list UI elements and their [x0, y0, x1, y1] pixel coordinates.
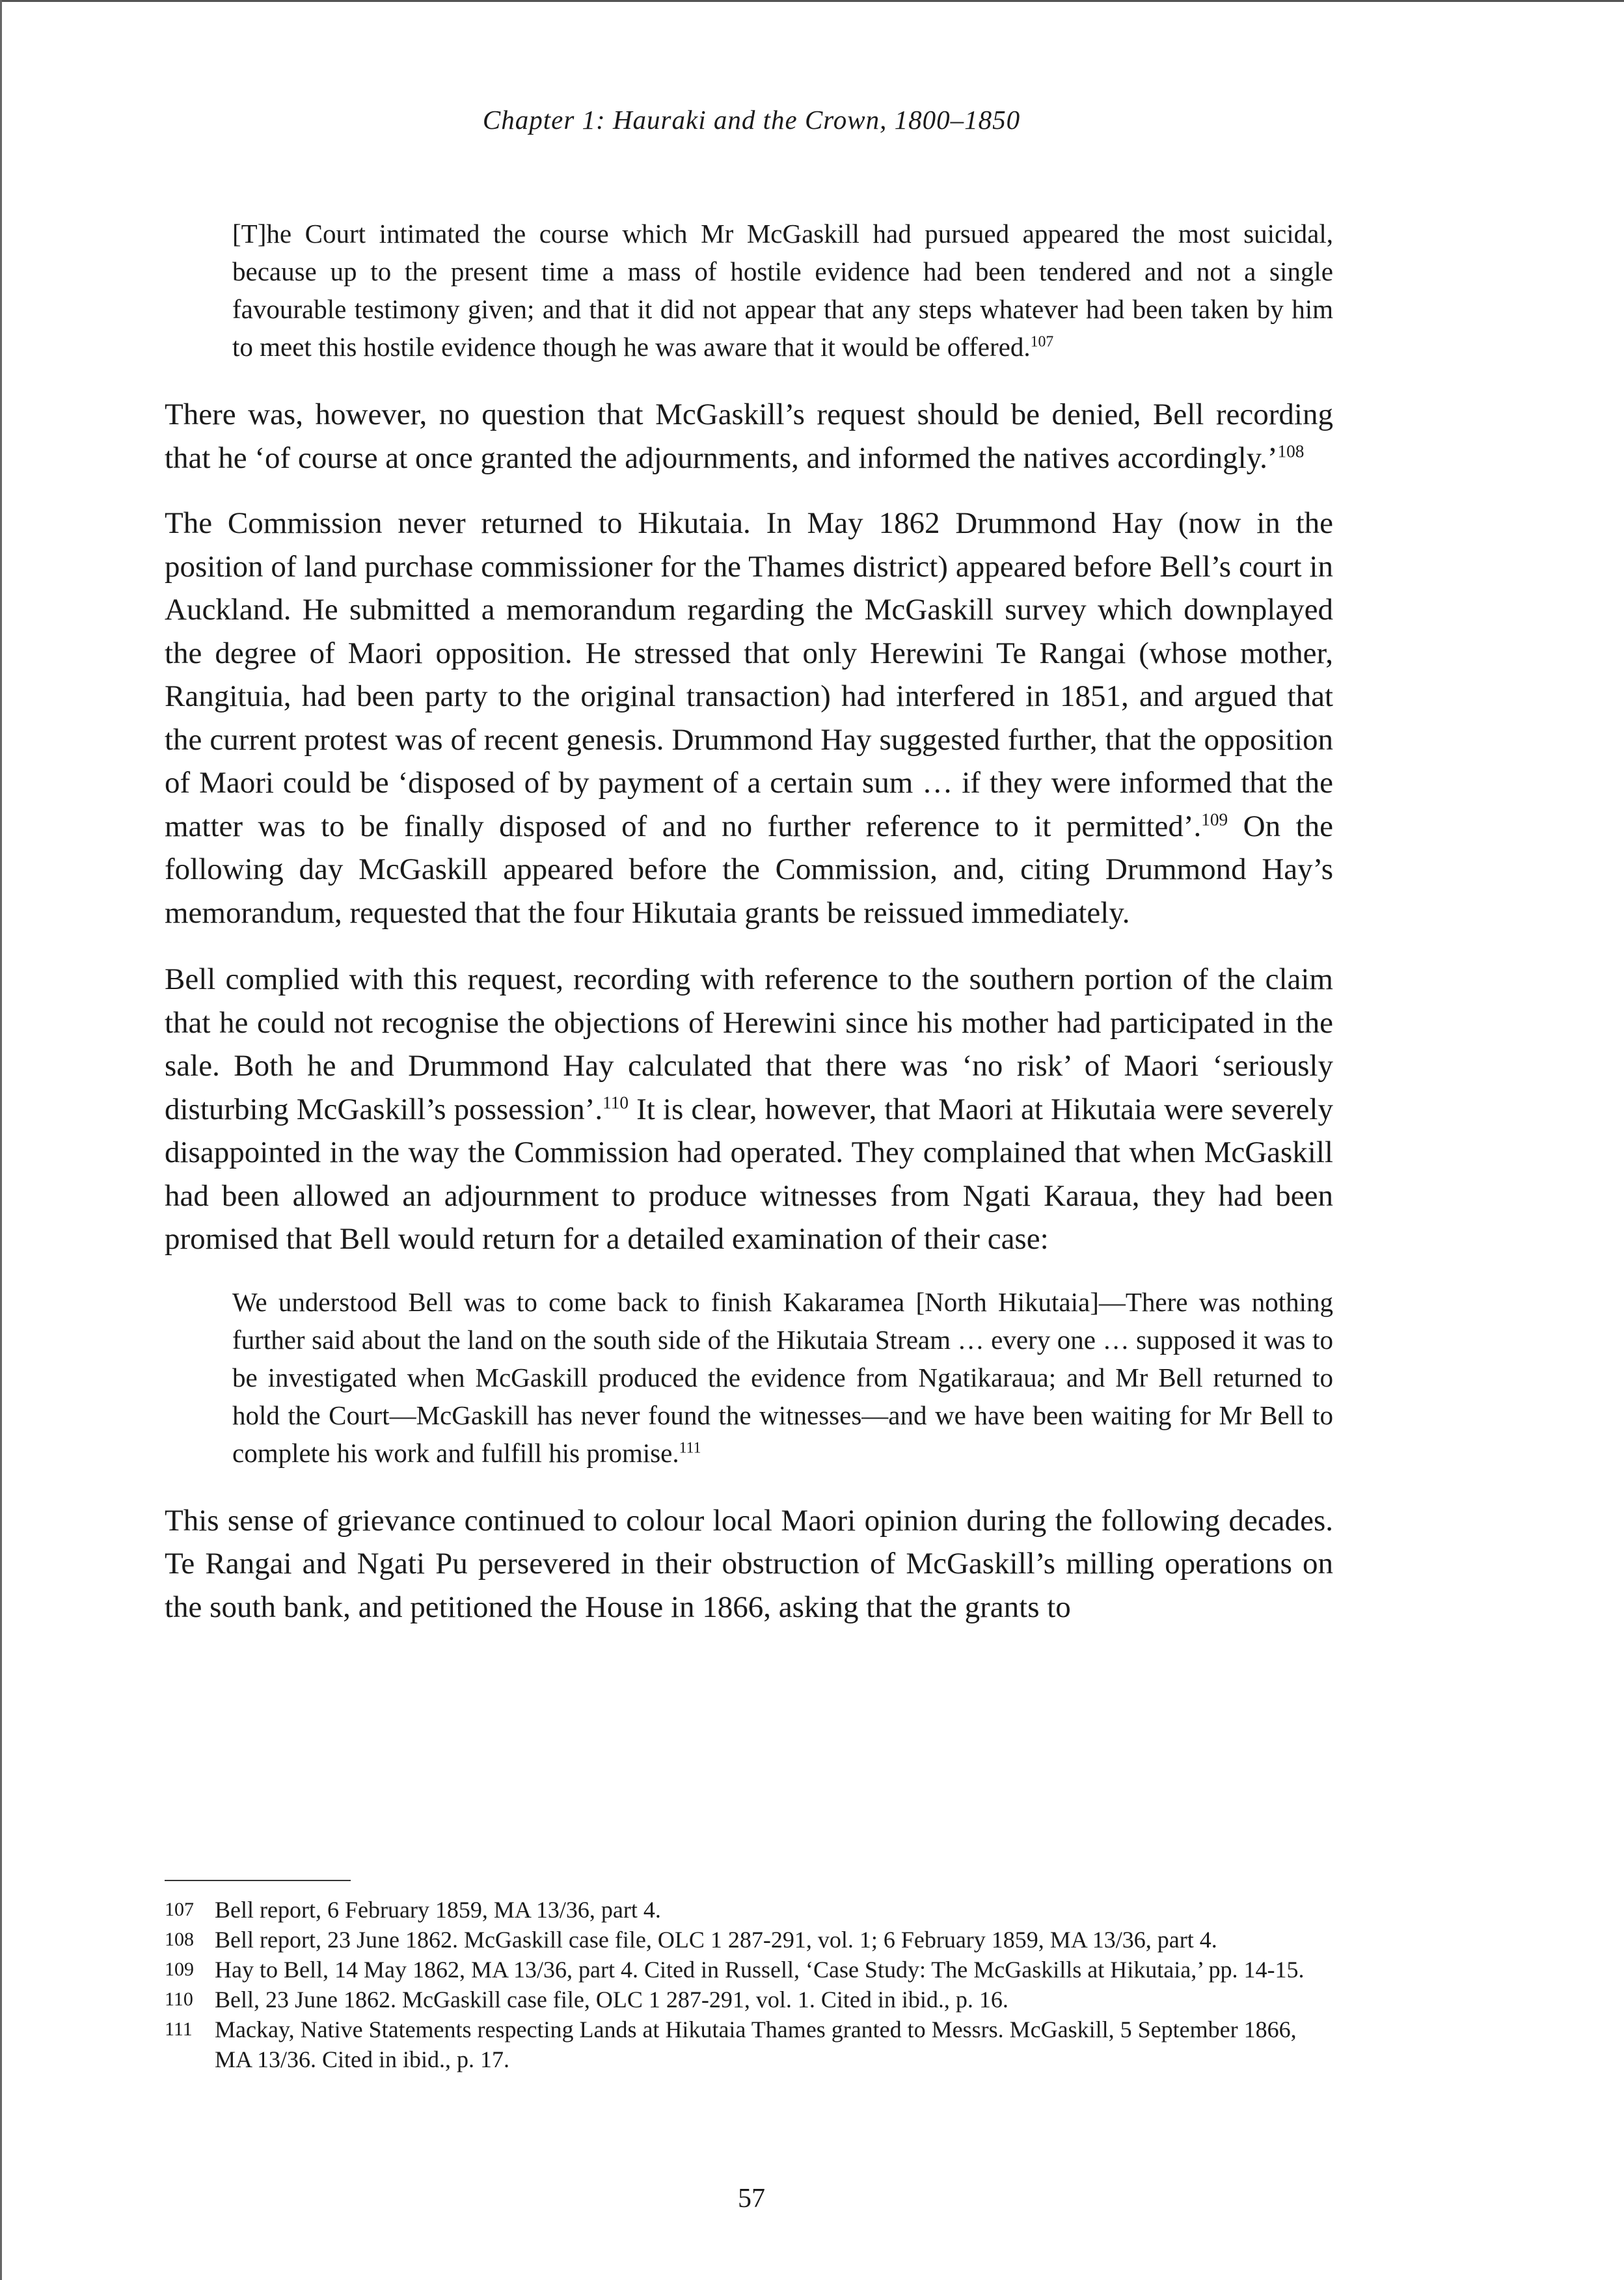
page-number: 57 — [738, 2184, 765, 2214]
paragraph-2-text-a: The Commission never returned to Hikutaia. In May 1862 Drummond Hay (now in the position of land purchase commissioner for the Thames district) appeared before Bell’s court in Auckland. He submitted a memorandum regarding the McGaskill survey which downplayed the degree of Maori opposition. He stressed that only Herewini Te Rangai (whose mother, Rangituia, had been party to the original transaction) had interfered in 1851, and argued that the current protest was of recent genesis. Drummond Hay suggested further, that the opposition of Maori could be ‘disposed of by payment of a certain sum … if they were informed that the matter was to be finally disposed of and no further reference to it permitted’. — [165, 506, 1333, 843]
footnote-number: 111 — [165, 2018, 193, 2040]
main-text — [165, 215, 1333, 1629]
paragraph-2-text-b: On the following day McGaskill appeared before the Commission, and, citing Drummond Hay’s memorandum, requested that the four Hikutaia grants be reissued immediately. — [165, 809, 1333, 930]
paragraph-1 — [165, 393, 1333, 480]
paragraph-4-text: This sense of grievance continued to colour local Maori opinion during the following decades. Te Rangai and Ngati Pu persevered in their obstruction of McGaskill’s milling operations on the south bank, and petitioned the House in 1866, asking that the grants to — [165, 1503, 1333, 1624]
footnote-ref-111[interactable]: 111 — [679, 1439, 701, 1456]
scan-edge-left — [0, 0, 2, 2280]
footnote-108 — [165, 1925, 1310, 1955]
footnote-text: Bell report, 23 June 1862. McGaskill case file, OLC 1 287-291, vol. 1; 6 February 1859, MA 13/36, part 4. — [215, 1927, 1217, 1953]
running-head: Chapter 1: Hauraki and the Crown, 1800–1850 — [482, 105, 1021, 135]
block-quote-1-text: [T]he Court intimated the course which Mr McGaskill had pursued appeared the most suicidal, because up to the present time a mass of hostile evidence had been tendered and not a single favourable testimony given; and that it did not appear that any steps whatever had been taken by him to meet this hostile evidence though he was aware that it would be offered. — [232, 219, 1333, 362]
footnote-text: Bell, 23 June 1862. McGaskill case file, OLC 1 287-291, vol. 1. Cited in ibid., p. 16. — [215, 1987, 1008, 2013]
footnote-109 — [165, 1955, 1310, 1985]
footnotes — [165, 1895, 1310, 2074]
scan-edge-top — [0, 0, 1624, 2]
footnote-number: 107 — [165, 1899, 194, 1920]
footnote-107 — [165, 1895, 1310, 1925]
block-quote-1 — [232, 215, 1333, 366]
footnote-number: 108 — [165, 1929, 194, 1950]
footnote-text: Bell report, 6 February 1859, MA 13/36, part 4. — [215, 1897, 661, 1923]
paragraph-2 — [165, 502, 1333, 934]
footnote-text: Hay to Bell, 14 May 1862, MA 13/36, part 4. Cited in Russell, ‘Case Study: The McGaskills at Hikutaia,’ pp. 14-15. — [215, 1957, 1305, 1983]
footnote-111 — [165, 2015, 1310, 2074]
footnote-110 — [165, 1985, 1310, 2015]
footnote-ref-109[interactable]: 109 — [1201, 809, 1228, 829]
paragraph-3-text-a: Bell complied with this request, recording with reference to the southern portion of the claim that he could not recognise the objections of Herewini since his mother had participated in the sale. Both he and Drummond Hay calculated that there was ‘no risk’ of Maori ‘seriously disturbing McGaskill’s possession’. — [165, 962, 1333, 1126]
paragraph-3 — [165, 958, 1333, 1261]
block-quote-2-text: We understood Bell was to come back to finish Kakaramea [North Hikutaia]—There was nothing further said about the land on the south side of the Hikutaia Stream … every one … supposed it was to be investigated when McGaskill produced the evidence from Ngatikaraua; and Mr Bell returned to hold the Court—McGaskill has never found the witnesses—and we have been waiting for Mr Bell to complete his work and fulfill his promise. — [232, 1286, 1333, 1468]
footnote-ref-108[interactable]: 108 — [1277, 441, 1305, 461]
footnote-ref-110[interactable]: 110 — [602, 1092, 629, 1112]
footnote-divider — [165, 1880, 351, 1881]
paragraph-3-text-b: It is clear, however, that Maori at Hikutaia were severely disappointed in the way the Commission had operated. They complained that when McGaskill had been allowed an adjournment to produce witnesses from Ngati Karaua, they had been promised that Bell would return for a detailed examination of their case: — [165, 1092, 1333, 1256]
paragraph-1-text: There was, however, no question that McGaskill’s request should be denied, Bell recording that he ‘of course at once granted the adjournments, and informed the natives accordingly.’ — [165, 398, 1333, 475]
footnote-number: 109 — [165, 1959, 194, 1980]
footnote-number: 110 — [165, 1988, 193, 2010]
block-quote-2 — [232, 1283, 1333, 1472]
paragraph-4 — [165, 1499, 1333, 1629]
footnote-text: Mackay, Native Statements respecting Lands at Hikutaia Thames granted to Messrs. McGaskill, 5 September 1866, MA 13/36. Cited in ibid., p. 17. — [215, 2016, 1297, 2072]
footnote-ref-107[interactable]: 107 — [1030, 333, 1054, 351]
